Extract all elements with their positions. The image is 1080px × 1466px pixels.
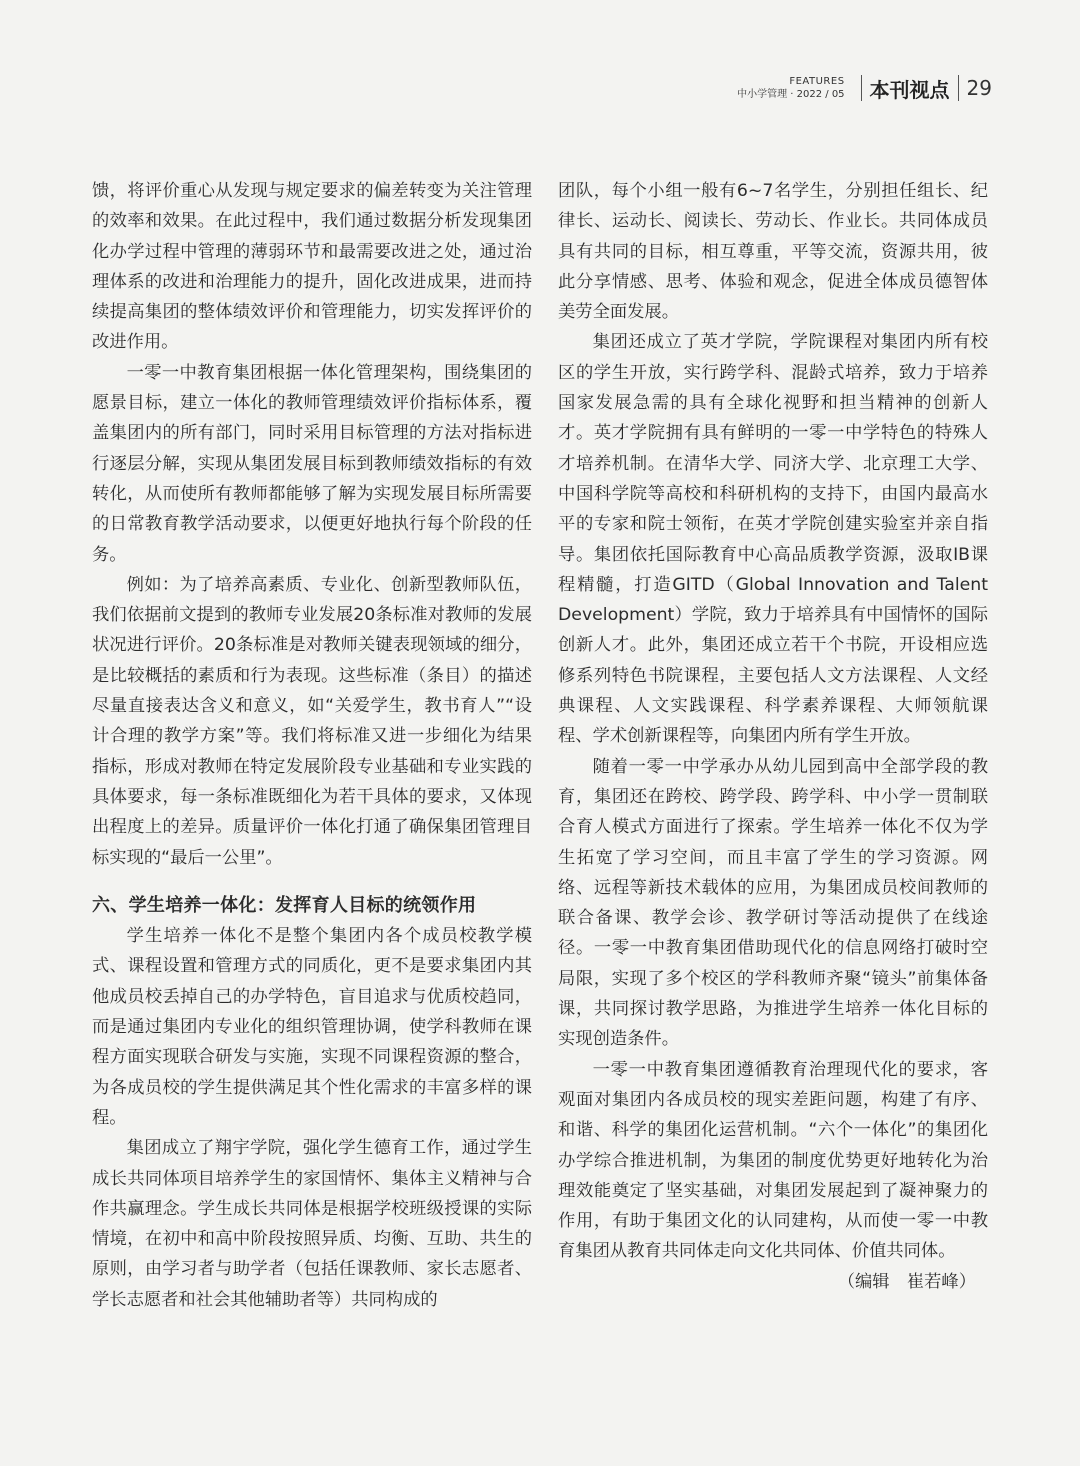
journal-issue: 中小学管理 · 2022 / 05	[737, 88, 845, 100]
editor-credit: （编辑 崔若峰）	[837, 1271, 976, 1292]
left-column	[92, 176, 532, 1315]
page-header	[737, 72, 992, 104]
paragraph: 一零一中教育集团根据一体化管理架构，围绕集团的愿景目标，建立一体化的教师管理绩效评价指标体系，覆盖集团内的所有部门，同时采用目标管理的方法对指标进行逐层分解，实现从集团发展目标到教师绩效指标的有效转化，从而使所有教师都能够了解为实现发展目标所需要的日常教育教学活动要求，以便更好地执行每个阶段的任务。	[92, 362, 532, 565]
section-title: 本刊视点	[869, 77, 950, 102]
page-number: 29	[966, 76, 992, 100]
paragraph: 例如：为了培养高素质、专业化、创新型教师队伍，我们依据前文提到的教师专业发展20条标准对教师的发展状况进行评价。20条标准是对教师关键表现领域的细分，是比较概括的素质和行为表现。这些标准（条目）的描述尽量直接表达含义和意义，如“关爱学生，教书育人”“设计合理的教学方案”等。我们将标准又进一步细化为结果指标，形成对教师在特定发展阶段专业基础和专业实践的具体要求，每一条标准既细化为若干具体的要求，又体现出程度上的差异。质量评价一体化打通了确保集团管理目标实现的“最后一公里”。	[92, 574, 532, 868]
paragraph: 一零一中教育集团遵循教育治理现代化的要求，客观面对集团内各成员校的现实差距问题，构建了有序、和谐、科学的集团化运营机制。“六个一体化”的集团化办学综合推进机制，为集团的制度优势更好地转化为治理效能奠定了坚实基础，对集团发展起到了凝神聚力的作用，有助于集团文化的认同建构，从而使一零一中教育集团从教育共同体走向文化共同体、价值共同体。	[558, 1059, 988, 1262]
right-column	[558, 176, 988, 1297]
journal-info	[737, 77, 844, 100]
header-divider-2	[958, 75, 959, 101]
features-label: FEATURES	[789, 75, 845, 87]
header-divider	[861, 75, 862, 101]
paragraph: 学生培养一体化不是整个集团内各个成员校教学模式、课程设置和管理方式的同质化，更不是要求集团内其他成员校丢掉自己的办学特色，盲目追求与优质校趋同，而是通过集团内专业化的组织管理协调，使学科教师在课程方面实现联合研发与实施，实现不同课程资源的整合，为各成员校的学生提供满足其个性化需求的丰富多样的课程。	[92, 926, 532, 1128]
paragraph: 团队，每个小组一般有6~7名学生，分别担任组长、纪律长、运动长、阅读长、劳动长、作业长。共同体成员具有共同的目标，相互尊重，平等交流，资源共用，彼此分享情感、思考、体验和观念，促进全体成员德智体美劳全面发展。	[558, 181, 988, 323]
paragraph: 馈，将评价重心从发现与规定要求的偏差转变为关注管理的效率和效果。在此过程中，我们通过数据分析发现集团化办学过程中管理的薄弱环节和最需要改进之处，通过治理体系的改进和治理能力的提升，固化改进成果，进而持续提高集团的整体绩效评价和管理能力，切实发挥评价的改进作用。	[92, 181, 532, 353]
section-heading: 六、学生培养一体化：发挥育人目标的统领作用	[92, 894, 477, 916]
paragraph: 随着一零一中学承办从幼儿园到高中全部学段的教育，集团还在跨校、跨学段、跨学科、中小学一贯制联合育人模式方面进行了探索。学生培养一体化不仅为学生拓宽了学习空间，而且丰富了学生的学习资源。网络、远程等新技术载体的应用，为集团成员校间教师的联合备课、教学会诊、教学研讨等活动提供了在线途径。一零一中教育集团借助现代化的信息网络打破时空局限，实现了多个校区的学科教师齐聚“镜头”前集体备课，共同探讨教学思路，为推进学生培养一体化目标的实现创造条件。	[558, 756, 988, 1050]
paragraph: 集团还成立了英才学院，学院课程对集团内所有校区的学生开放，实行跨学科、混龄式培养，致力于培养国家发展急需的具有全球化视野和担当精神的创新人才。英才学院拥有具有鲜明的一零一中学特色的特殊人才培养机制。在清华大学、同济大学、北京理工大学、中国科学院等高校和科研机构的支持下，由国内最高水平的专家和院士领衔，在英才学院创建实验室并亲自指导。集团依托国际教育中心高品质教学资源，汲取IB课程精髓，打造GITD（Global Innovation and Talent Development）学院，致力于培养具有中国情怀的国际创新人才。此外，集团还成立若干个书院，开设相应选修系列特色书院课程，主要包括人文方法课程、人文经典课程、人文实践课程、科学素养课程、大师领航课程、学术创新课程等，向集团内所有学生开放。	[558, 332, 988, 747]
paragraph: 集团成立了翔宇学院，强化学生德育工作，通过学生成长共同体项目培养学生的家国情怀、集体主义精神与合作共赢理念。学生成长共同体是根据学校班级授课的实际情境，在初中和高中阶段按照异质、均衡、互助、共生的原则，由学习者与助学者（包括任课教师、家长志愿者、学长志愿者和社会其他辅助者等）共同构成的	[92, 1138, 532, 1310]
